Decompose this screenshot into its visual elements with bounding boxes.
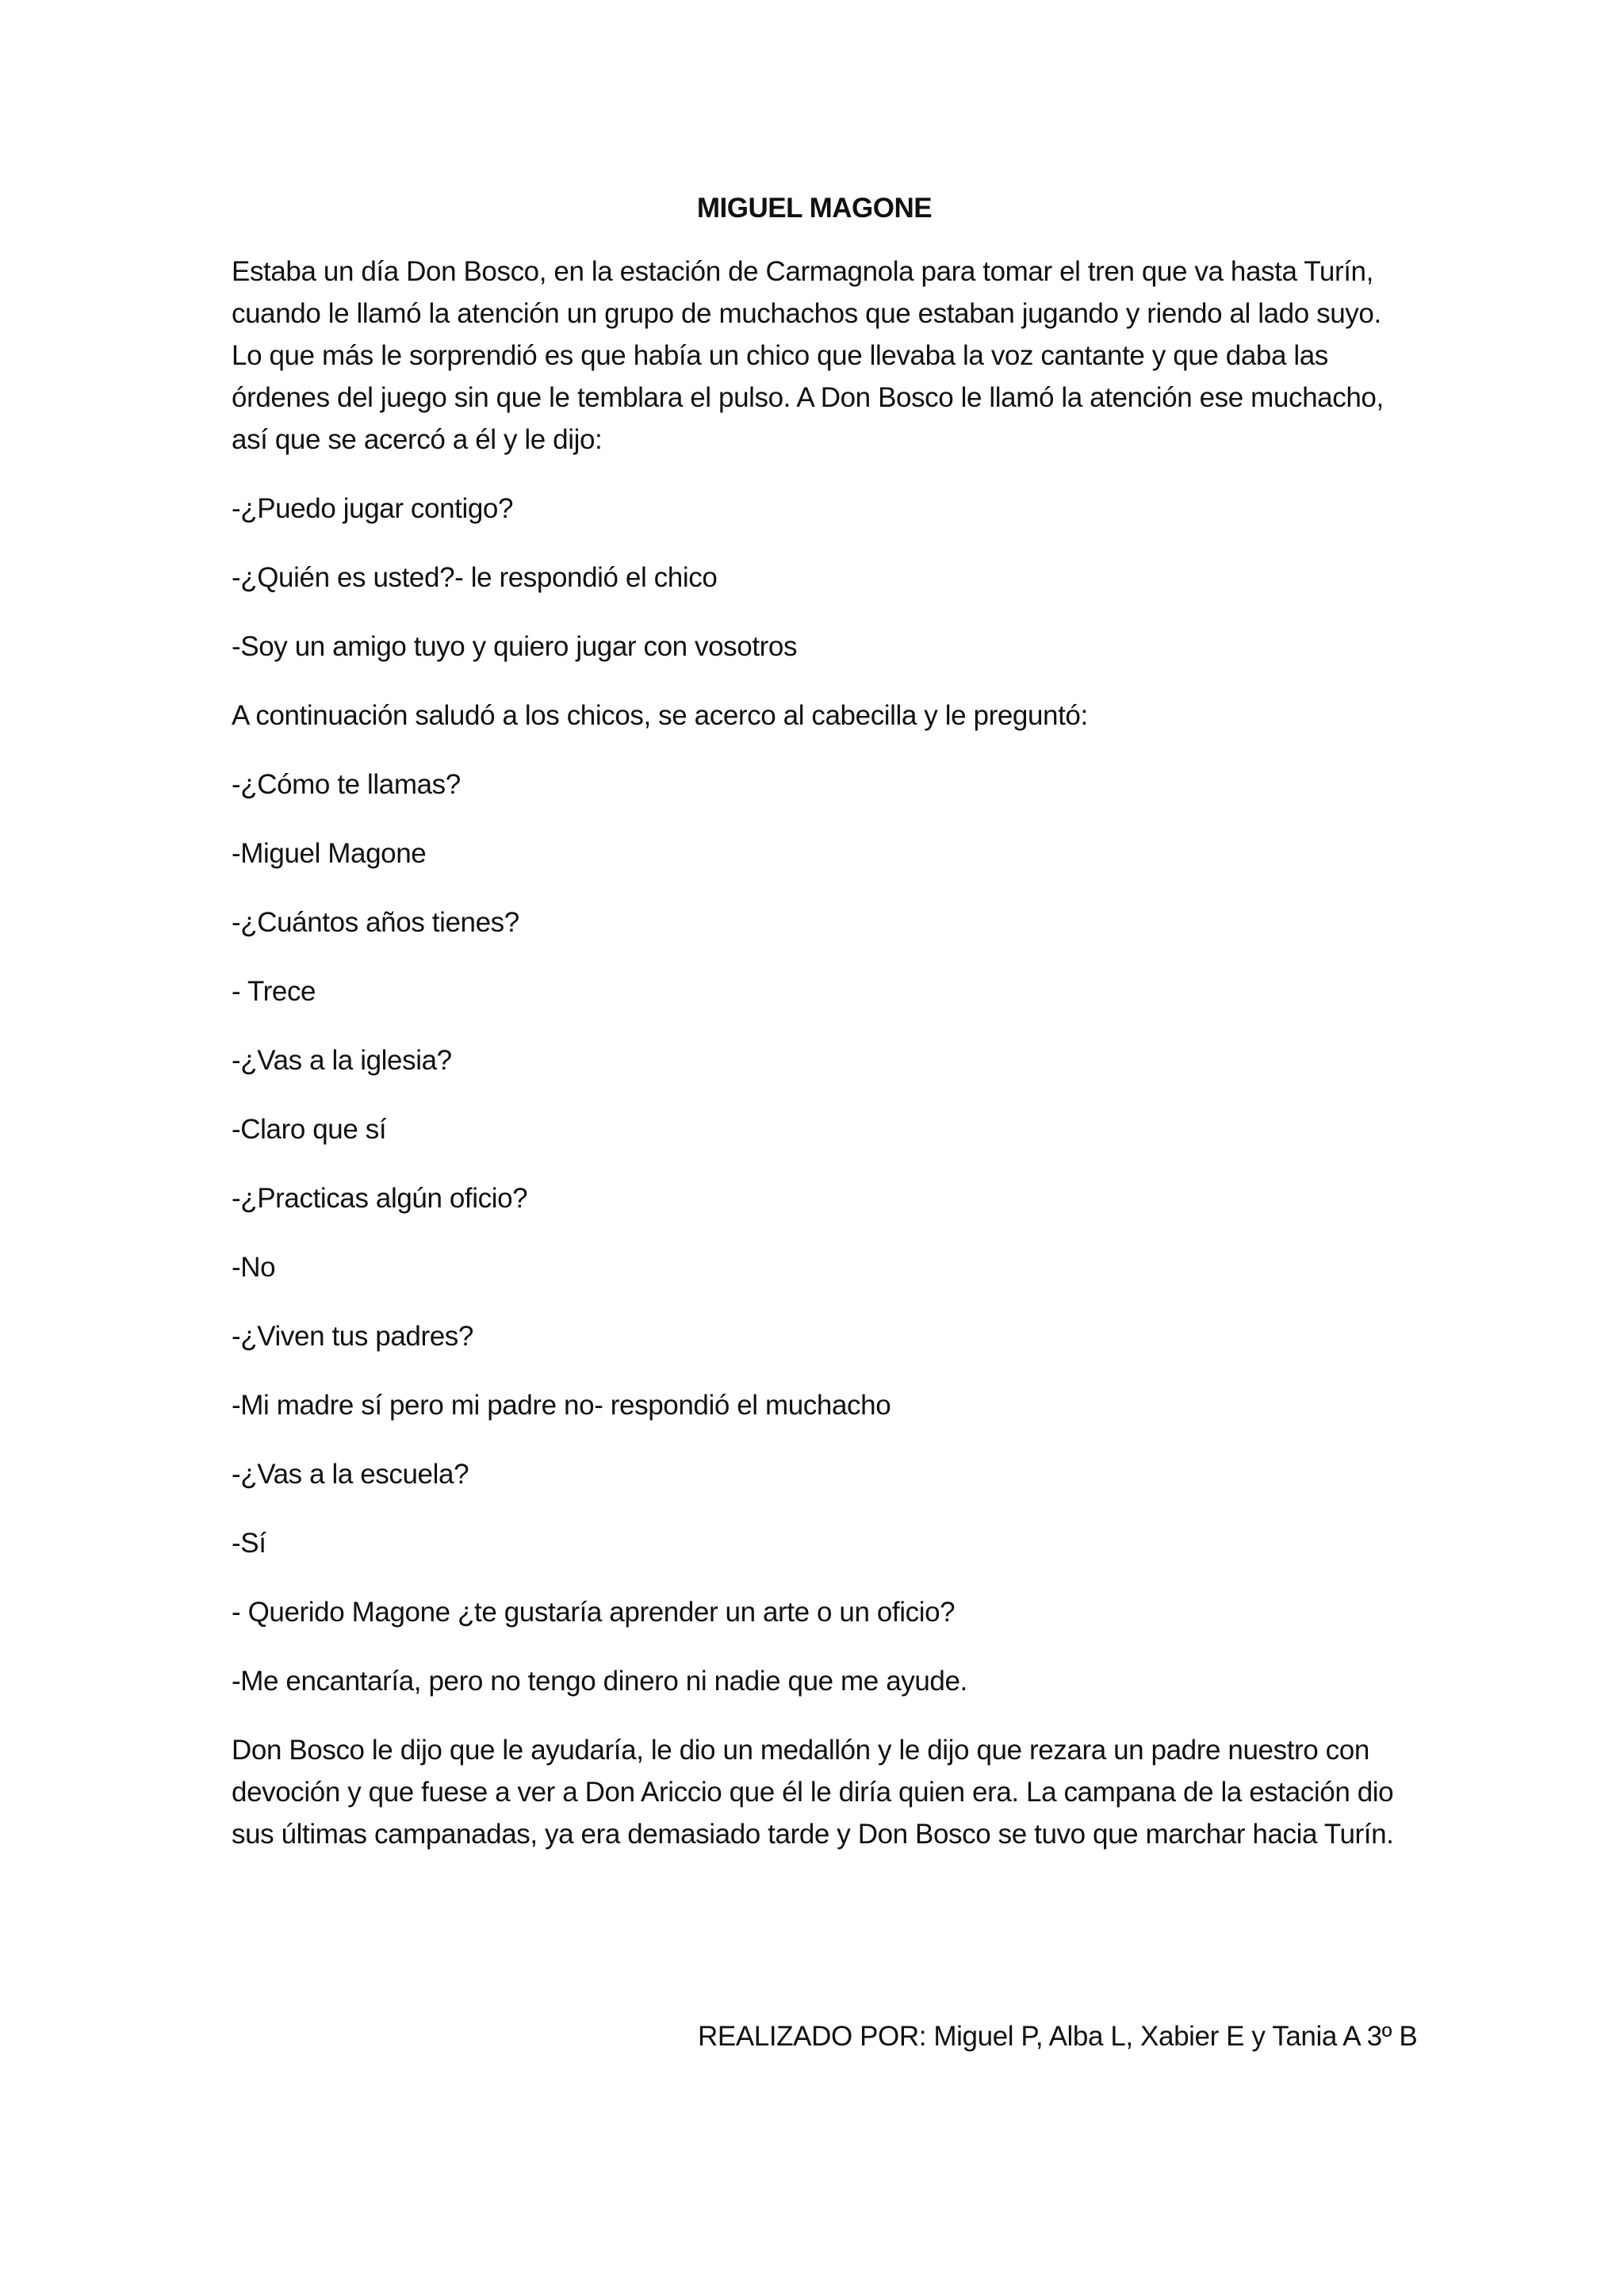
dialogue-line: -No bbox=[232, 1252, 276, 1283]
dialogue-line: -¿Practicas algún oficio? bbox=[232, 1183, 528, 1214]
dialogue-line: -¿Cuántos años tienes? bbox=[232, 907, 519, 938]
dialogue-line: -Mi madre sí pero mi padre no- respondió el muchacho bbox=[232, 1390, 891, 1421]
dialogue-line: -¿Puedo jugar contigo? bbox=[232, 493, 514, 524]
dialogue-line: -¿Viven tus padres? bbox=[232, 1321, 473, 1352]
conclusion-paragraph: Don Bosco le dijo que le ayudaría, le dio un medallón y le dijo que rezara un padre nuestro con devoción y que fuese a ver a Don Ariccio que él le diría quien era. La campana de la estación dio sus últimas campanadas, ya era demasiado tarde y Don Bosco se tuvo que marchar hacia Turín. bbox=[232, 1735, 1394, 1850]
dialogue-line: -¿Vas a la iglesia? bbox=[232, 1045, 452, 1076]
dialogue-line: -Miguel Magone bbox=[232, 838, 427, 869]
dialogue-line: -Me encantaría, pero no tengo dinero ni nadie que me ayude. bbox=[232, 1666, 967, 1697]
dialogue-line: -¿Vas a la escuela? bbox=[232, 1459, 469, 1490]
dialogue-list bbox=[232, 488, 1397, 1702]
dialogue-line: -¿Quién es usted?- le respondió el chico bbox=[232, 562, 718, 593]
dialogue-line: - Querido Magone ¿te gustaría aprender un arte o un oficio? bbox=[232, 1597, 956, 1628]
dialogue-line: -Claro que sí bbox=[232, 1114, 387, 1145]
dialogue-line: A continuación saludó a los chicos, se acerco al cabecilla y le preguntó: bbox=[232, 700, 1088, 731]
credits-line: REALIZADO POR: Miguel P, Alba L, Xabier E y Tania A 3º B bbox=[698, 2021, 1418, 2052]
dialogue-line: -Sí bbox=[232, 1528, 266, 1559]
document-body bbox=[232, 189, 1397, 1855]
dialogue-line: -¿Cómo te llamas? bbox=[232, 769, 461, 800]
intro-paragraph: Estaba un día Don Bosco, en la estación de Carmagnola para tomar el tren que va hasta Turín, cuando le llamó la atención un grupo de muchachos que estaban jugando y riendo al lado suyo. Lo que más le sorprendió es que había un chico que llevaba la voz cantante y que daba las órdenes del juego sin que le temblara el pulso. A Don Bosco le llamó la atención ese muchacho, así que se acercó a él y le dijo: bbox=[232, 256, 1384, 455]
dialogue-line: - Trece bbox=[232, 976, 316, 1007]
document-title: MIGUEL MAGONE bbox=[696, 193, 933, 224]
dialogue-line: -Soy un amigo tuyo y quiero jugar con vosotros bbox=[232, 631, 798, 662]
